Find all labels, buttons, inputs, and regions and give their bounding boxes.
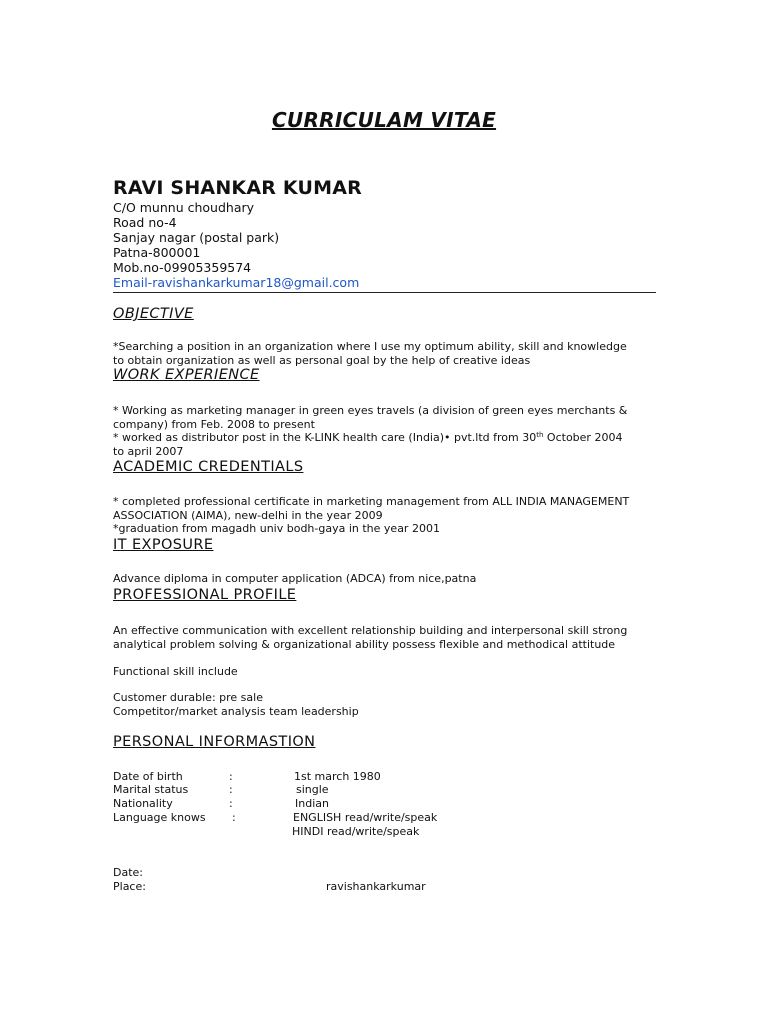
work-line-text: * worked as distributor post in the K-LINK health care (India)• pvt.ltd from 30 <box>113 431 537 444</box>
row-value: Indian <box>295 797 329 810</box>
row-colon: : <box>232 811 236 824</box>
row-colon: : <box>229 770 233 783</box>
professional-profile-heading: PROFESSIONAL PROFILE <box>113 587 297 603</box>
professional-profile-text <box>113 624 627 651</box>
work-experience-text <box>113 404 627 458</box>
work-line <box>113 431 627 445</box>
email-link[interactable]: Email-ravishankarkumar18@gmail.com <box>113 275 360 290</box>
personal-row-language-extra <box>113 825 613 839</box>
header-divider <box>113 292 656 293</box>
academic-text <box>113 495 629 536</box>
row-label: Language knows <box>113 811 206 824</box>
address-line: Sanjay nagar (postal park) <box>113 230 280 245</box>
row-value: single <box>296 783 329 796</box>
skills-list <box>113 691 359 718</box>
place-label: Place: <box>113 880 146 893</box>
personal-row-marital <box>113 783 613 797</box>
address-line: C/O munnu choudhary <box>113 200 255 215</box>
functional-skill-label: Functional skill include <box>113 665 238 678</box>
it-exposure-heading: IT EXPOSURE <box>113 537 214 553</box>
date-label: Date: <box>113 866 143 879</box>
objective-heading: OBJECTIVE <box>113 306 194 322</box>
signature: ravishankarkumar <box>326 880 426 893</box>
objective-text <box>113 340 627 367</box>
row-value: ENGLISH read/write/speak <box>293 811 438 824</box>
skill-item: Competitor/market analysis team leadership <box>113 704 359 718</box>
work-experience-heading: WORK EXPERIENCE <box>113 367 260 383</box>
academic-line: * completed professional certificate in marketing management from ALL INDIA MANAGEMENT <box>113 495 630 508</box>
academic-line: *graduation from magadh univ bodh-gaya in the year 2001 <box>113 522 440 535</box>
objective-line: *Searching a position in an organization where I use my optimum ability, skill and knowledge <box>113 340 627 353</box>
document-title: CURRICULAM VITAE <box>271 108 497 132</box>
skill-item: Customer durable: pre sale <box>113 691 263 704</box>
personal-row-nationality <box>113 797 613 811</box>
candidate-name: RAVI SHANKAR KUMAR <box>113 177 362 199</box>
row-colon: : <box>229 797 233 810</box>
work-line: to april 2007 <box>113 444 184 458</box>
mobile-number: Mob.no-09905359574 <box>113 260 252 275</box>
row-value: 1st march 1980 <box>294 770 381 783</box>
work-line: company) from Feb. 2008 to present <box>113 417 315 431</box>
profile-line: An effective communication with excellent relationship building and interpersonal skill strong <box>113 624 628 637</box>
row-colon: : <box>229 783 233 796</box>
objective-line: to obtain organization as well as personal goal by the help of creative ideas <box>113 353 531 367</box>
work-line-text: October 2004 <box>543 431 623 444</box>
personal-row-dob <box>113 770 613 784</box>
profile-line: analytical problem solving & organizational ability possess flexible and methodical attitude <box>113 637 616 651</box>
row-label: Date of birth <box>113 770 183 783</box>
academic-line: ASSOCIATION (AIMA), new-delhi in the year 2009 <box>113 508 383 522</box>
row-label: Marital status <box>113 783 189 796</box>
personal-information-heading: PERSONAL INFORMASTION <box>113 734 316 750</box>
row-value: HINDI read/write/speak <box>292 825 420 838</box>
it-exposure-text: Advance diploma in computer application (ADCA) from nice,patna <box>113 572 477 585</box>
contact-block <box>113 200 359 290</box>
address-line: Patna-800001 <box>113 245 201 260</box>
work-line: * Working as marketing manager in green eyes travels (a division of green eyes merchants & <box>113 404 628 417</box>
personal-row-language <box>113 811 613 825</box>
address-line: Road no-4 <box>113 215 177 230</box>
academic-heading: ACADEMIC CREDENTIALS <box>113 459 304 475</box>
row-label: Nationality <box>113 797 173 810</box>
ordinal-suffix: th <box>536 431 544 439</box>
